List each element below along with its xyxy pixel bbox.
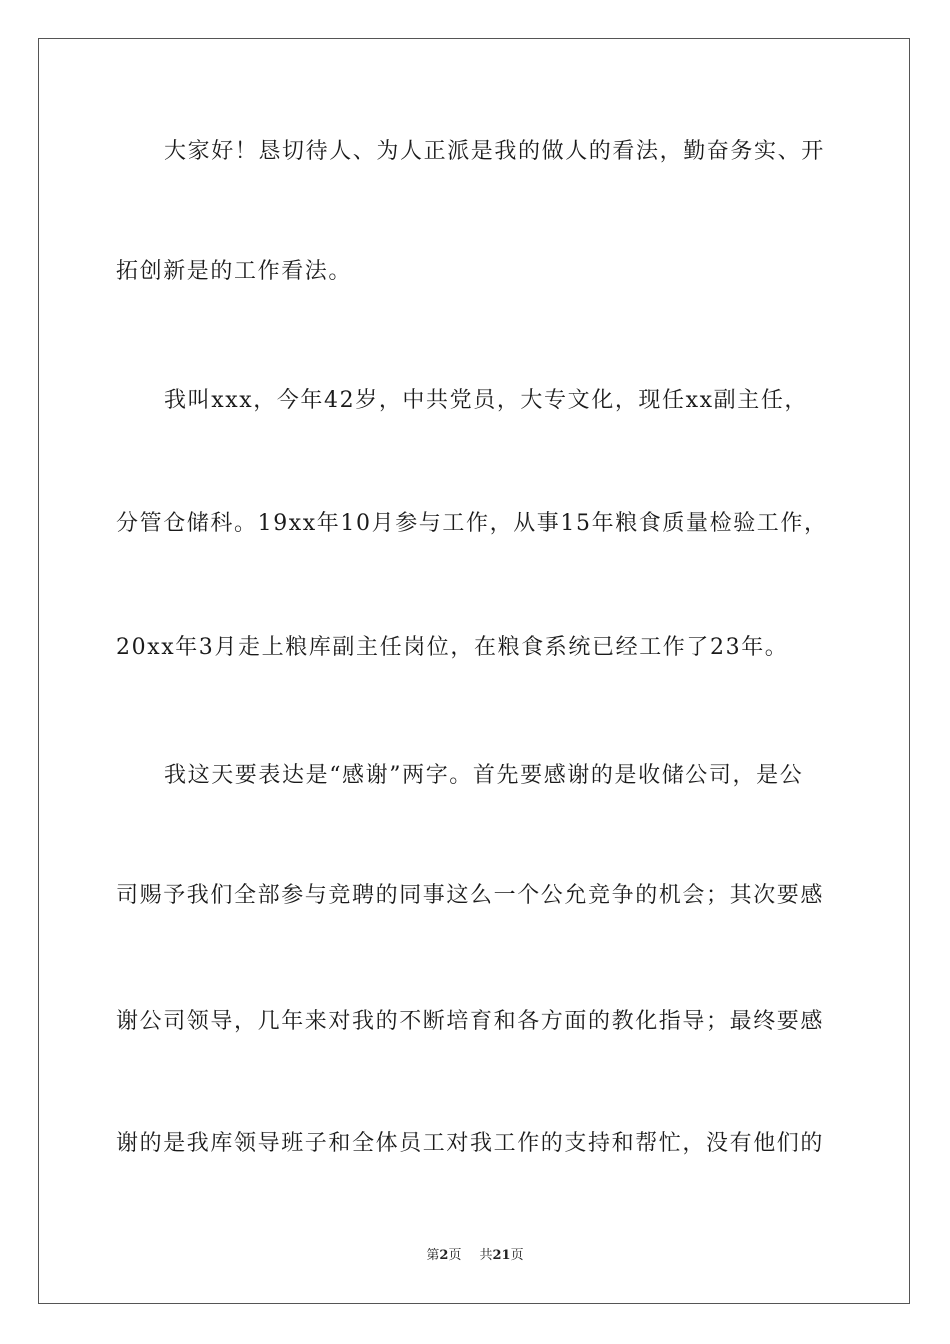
paragraph-3-line-4: 谢的是我库领导班子和全体员工对我工作的支持和帮忙，没有他们的 bbox=[116, 1131, 825, 1156]
page-prefix: 第 bbox=[426, 1248, 440, 1263]
page-footer bbox=[0, 1246, 950, 1266]
paragraph-3-line-3: 谢公司领导，几年来对我的不断培育和各方面的教化指导；最终要感 bbox=[116, 1009, 825, 1034]
paragraph-1-line-2: 拓创新是的工作看法。 bbox=[116, 259, 353, 284]
paragraph-3-line-1: 我这天要表达是“感谢”两字。首先要感谢的是收储公司，是公 bbox=[164, 763, 804, 788]
total-unit: 页 bbox=[510, 1248, 524, 1263]
paragraph-3-line-2: 司赐予我们全部参与竞聘的同事这么一个公允竞争的机会；其次要感 bbox=[116, 883, 825, 908]
current-page-number: 2 bbox=[439, 1248, 449, 1263]
page-border bbox=[38, 38, 910, 1304]
paragraph-1-line-1: 大家好！恳切待人、为人正派是我的做人的看法，勤奋务实、开 bbox=[164, 139, 825, 164]
paragraph-2-line-2: 分管仓储科。19xx年10月参与工作，从事15年粮食质量检验工作， bbox=[116, 511, 828, 536]
paragraph-2-line-1: 我叫xxx，今年42岁，中共党员，大专文化，现任xx副主任， bbox=[164, 388, 809, 413]
page-unit: 页 bbox=[448, 1248, 462, 1263]
paragraph-2-line-3: 20xx年3月走上粮库副主任岗位，在粮食系统已经工作了23年。 bbox=[116, 635, 789, 660]
total-prefix: 共 bbox=[479, 1248, 493, 1263]
total-page-number: 21 bbox=[492, 1248, 511, 1263]
